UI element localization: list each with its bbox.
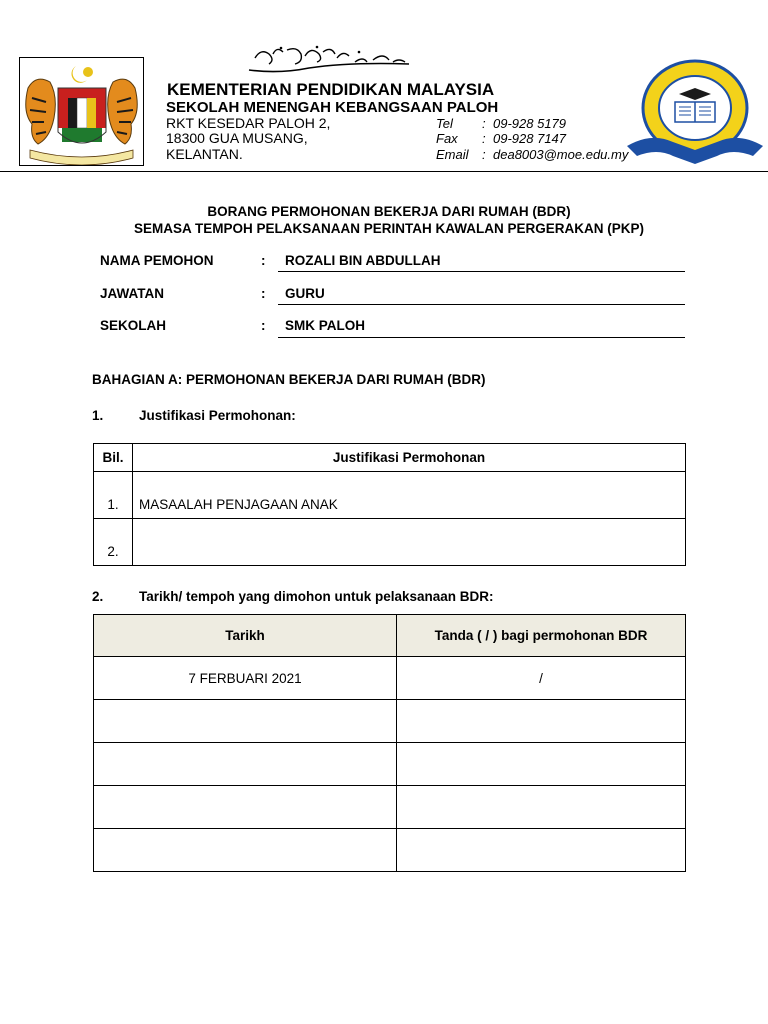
date-cell [94,829,397,872]
question-1-number: 1. [92,408,104,423]
fax-value: 09-928 7147 [493,131,567,146]
question-2-text: Tarikh/ tempoh yang dimohon untuk pelaksanaan BDR: [139,589,494,604]
table-row [94,743,686,786]
mark-cell [397,700,686,743]
form-title-line-1: BORANG PERMOHONAN BEKERJA DARI RUMAH (BDR) [207,204,571,219]
form-title-line-2: SEMASA TEMPOH PELAKSANAAN PERINTAH KAWALAN PERGERAKAN (PKP) [133,221,645,236]
position-value: GURU [285,286,325,301]
applicant-name-value: ROZALI BIN ABDULLAH [285,253,441,268]
applicant-name-colon: : [261,253,266,268]
letterhead-divider [0,171,768,172]
table-row [94,700,686,743]
table-row [94,829,686,872]
justification-text: MASAALAH PENJAGAAN ANAK [133,472,686,519]
table-row [94,472,686,519]
table-row [94,657,686,700]
table-header-row [94,444,686,472]
tel-value: 09-928 5179 [493,116,567,131]
tel-separator: : [482,116,486,131]
school-underline [278,337,685,338]
justification-table [93,443,686,566]
address-line-2: 18300 GUA MUSANG, [166,130,308,146]
fax-label: Fax [436,131,458,146]
date-cell [94,700,397,743]
mark-cell [397,743,686,786]
date-cell [94,786,397,829]
table-header-mark: Tanda ( / ) bagi permohonan BDR [397,615,686,657]
tel-label: Tel [436,116,453,131]
school-label: SEKOLAH [100,318,167,333]
row-number: 1. [94,472,133,519]
address-line-3: KELANTAN. [166,146,243,162]
date-cell: 7 FERBUARI 2021 [94,657,397,700]
mark-cell: / [397,657,686,700]
table-row [94,786,686,829]
section-a-heading: BAHAGIAN A: PERMOHONAN BEKERJA DARI RUMAH (BDR) [92,372,486,387]
table-header-date: Tarikh [94,615,397,657]
mark-cell [397,786,686,829]
question-2-number: 2. [92,589,104,604]
school-colon: : [261,318,266,333]
malaysia-coat-of-arms-logo [19,57,144,166]
email-separator: : [482,147,486,162]
date-table [93,614,686,872]
position-underline [278,304,685,305]
school-name: SEKOLAH MENENGAH KEBANGSAAN PALOH [166,99,499,116]
applicant-name-underline [278,271,685,272]
fax-separator: : [482,131,486,146]
question-1-text: Justifikasi Permohonan: [139,408,296,423]
position-colon: : [261,286,266,301]
date-cell [94,743,397,786]
justification-text [133,519,686,566]
row-number: 2. [94,519,133,566]
school-crest-logo [625,58,765,168]
email-value: dea8003@moe.edu.my [493,147,629,162]
address-line-1: RKT KESEDAR PALOH 2, [166,115,331,131]
email-label: Email [436,147,469,162]
table-header-bil: Bil. [94,444,133,472]
mark-cell [397,829,686,872]
school-value: SMK PALOH [285,318,365,333]
table-header-row [94,615,686,657]
table-row [94,519,686,566]
applicant-name-label: NAMA PEMOHON [100,253,214,268]
position-label: JAWATAN [100,286,164,301]
ministry-name: KEMENTERIAN PENDIDIKAN MALAYSIA [167,80,495,99]
bismillah-calligraphy [247,44,413,78]
table-header-justification: Justifikasi Permohonan [133,444,686,472]
